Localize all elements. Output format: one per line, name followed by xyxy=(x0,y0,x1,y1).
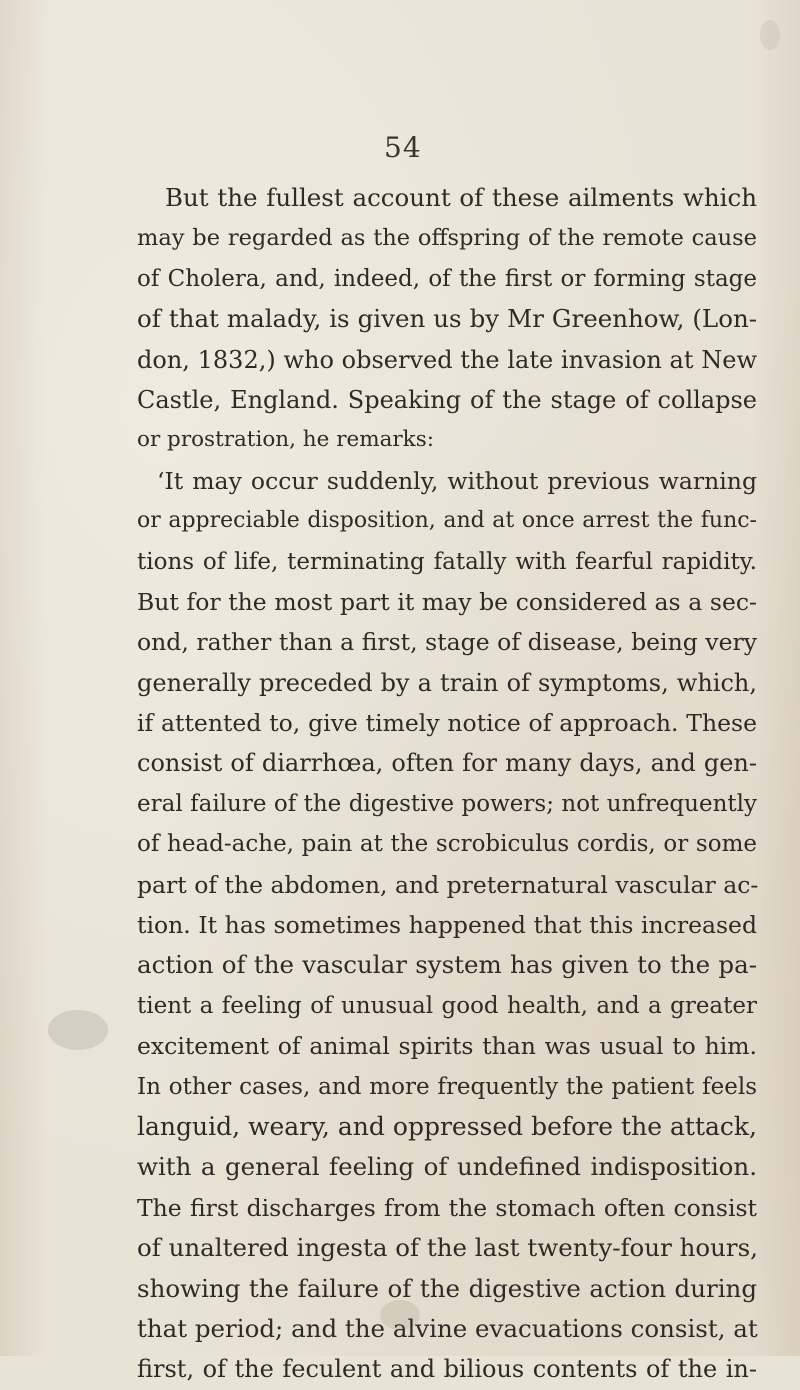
text-line: or appreciable disposition, and at once arrest the func- xyxy=(137,508,757,534)
page-number: 54 xyxy=(384,131,422,164)
paper-stain xyxy=(760,20,780,50)
text-line: action of the vascular system has given to the pa- xyxy=(137,950,757,980)
text-line: languid, weary, and oppressed before the attack, xyxy=(137,1111,757,1141)
text-line: of that malady, is given us by Mr Greenhow, (Lon- xyxy=(137,304,757,334)
text-line: ond, rather than a first, stage of disease, being very xyxy=(137,628,757,657)
text-line: part of the abdomen, and preternatural vascular ac- xyxy=(137,870,759,899)
text-line: of Cholera, and, indeed, of the first or forming stage xyxy=(137,265,757,292)
text-line: first, of the feculent and bilious contents of the in- xyxy=(137,1355,757,1384)
text-line: tient a feeling of unusual good health, and a greater xyxy=(137,992,757,1019)
text-line: ‘It may occur suddenly, without previous warning xyxy=(157,466,757,495)
text-line: or prostration, he remarks: xyxy=(137,427,434,453)
text-line: But the fullest account of these ailments which xyxy=(165,183,757,212)
text-line: tions of life, terminating fatally with fearful rapidity. xyxy=(137,548,757,575)
text-line: But for the most part it may be considered as a sec- xyxy=(137,587,757,616)
text-line: don, 1832,) who observed the late invasion at New xyxy=(137,345,757,374)
text-line: of unaltered ingesta of the last twenty-four hours, xyxy=(137,1233,758,1263)
text-line: if attented to, give timely notice of approach. These xyxy=(137,709,757,738)
text-line: of head-ache, pain at the scrobiculus cordis, or some xyxy=(137,831,757,858)
text-line: consist of diarrhœa, often for many days, and gen- xyxy=(137,749,757,778)
body-text xyxy=(137,178,757,1390)
text-line: that period; and the alvine evacuations consist, at xyxy=(137,1313,758,1343)
paper-stain xyxy=(48,1010,108,1050)
text-line: tion. It has sometimes happened that this increased xyxy=(137,911,757,940)
text-line: showing the failure of the digestive action during xyxy=(137,1273,757,1303)
text-line: eral failure of the digestive powers; not unfrequently xyxy=(137,790,757,817)
text-line: generally preceded by a train of symptoms, which, xyxy=(137,668,757,697)
text-line: In other cases, and more frequently the patient feels xyxy=(137,1073,757,1100)
text-line: The first discharges from the stomach often consist xyxy=(137,1193,757,1222)
text-line: may be regarded as the offspring of the remote cause xyxy=(137,225,757,252)
text-line: with a general feeling of undefined indisposition. xyxy=(137,1152,757,1182)
text-line: excitement of animal spirits than was usual to him. xyxy=(137,1032,757,1061)
text-line: Castle, England. Speaking of the stage of collapse xyxy=(137,385,757,414)
